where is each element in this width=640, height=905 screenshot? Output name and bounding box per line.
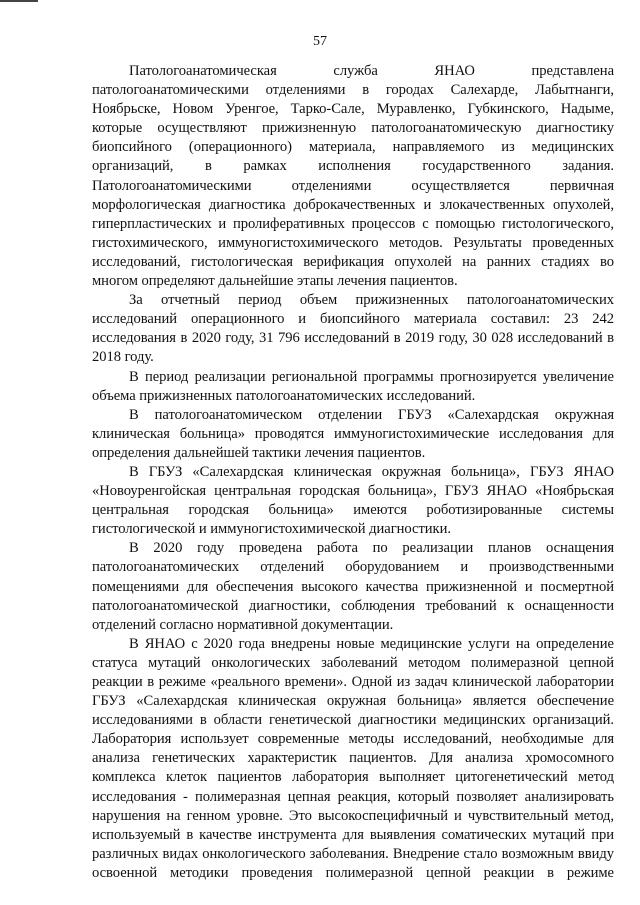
- page-number: 57: [313, 34, 327, 49]
- paragraph-research-volume: За отчетный период объем прижизненных патологоанатомических исследований операционного и биопсийного материала составил: 23 242 исследования в 2020 году, 31 796 исследований в 2019 году, 30 028 исследований в 2018 году.: [92, 292, 614, 366]
- paragraph-pathology-service: Патологоанатомическая служба ЯНАО представлена патологоанатомическими отделениями в городах Салехарде, Лабытнанги, Ноябрьске, Новом Уренгое, Тарко-Сале, Муравленко, Губкинского, Надыме, которые осуществляют прижизненную патологоанатомическую диагностику биопсийного (операционного) материала, направляемого из медицинских организаций, в рамках исполнения государственного задания. Патологоанатомическими отделениями осуществляется первичная морфологическая диагностика доброкачественных и злокачественных опухолей, гиперпластических и пролиферативных процессов с помощью гистологического, гистохимического, иммуногистохимического методов. Результаты проведенных исследований, гистологическая верификация опухолей на ранних стадиях во многом определяют дальнейшие этапы лечения пациентов.: [92, 63, 614, 290]
- paragraph-forecast: В период реализации региональной программы прогнозируется увеличение объема прижизненных патологоанатомических исследований.: [92, 368, 614, 404]
- paragraph-pcr-services: В ЯНАО с 2020 года внедрены новые медицинские услуги на определение статуса мутаций онкологических заболеваний методом полимеразной цепной реакции в режиме «реального времени». Одной из задач клинической лаборатории ГБУЗ «Салехардская клиническая окружная больница» является обеспечение исследованиями в области генетической диагностики медицинских организаций. Лаборатория использует современные методы исследований, необходимые для анализа генетических характеристик пациентов. Для анализа хромосомного комплекса клеток пациентов лаборатория выполняет цитогенетический метод исследования - полимеразная цепная реакция, который позволяет анализировать нарушения на генном уровне. Это высокоспецифичный и чувствительный метод, используемый в качестве инструмента для выявления соматических мутаций при различных видах онкологического заболевания. Внедрение стало возможным ввиду освоенной методики проведения полимеразной цепной реакции в режиме: [92, 635, 614, 881]
- paragraph-immunohistochemistry: В патологоанатомическом отделении ГБУЗ «Салехардская окружная клиническая больница» проводятся иммуногистохимические исследования для определения дальнейшей тактики лечения пациентов.: [92, 406, 614, 461]
- paragraph-robotic-systems: В ГБУЗ «Салехардская клиническая окружная больница», ГБУЗ ЯНАО «Новоуренгойская центральная городская больница», ГБУЗ ЯНАО «Ноябрьская центральная городская больница» имеются роботизированные системы гистологической и иммуногистохимической диагностики.: [92, 463, 614, 538]
- paragraph-equipment-2020: В 2020 году проведена работа по реализации планов оснащения патологоанатомических отделений оборудованием и производственными помещениями для обеспечения высокого качества прижизненной и посмертной патологоанатомической диагностики, соблюдения требований к оснащенности отделений согласно нормативной документации.: [92, 540, 614, 633]
- scan-edge-mark: [0, 0, 38, 2]
- document-body: [92, 62, 614, 883]
